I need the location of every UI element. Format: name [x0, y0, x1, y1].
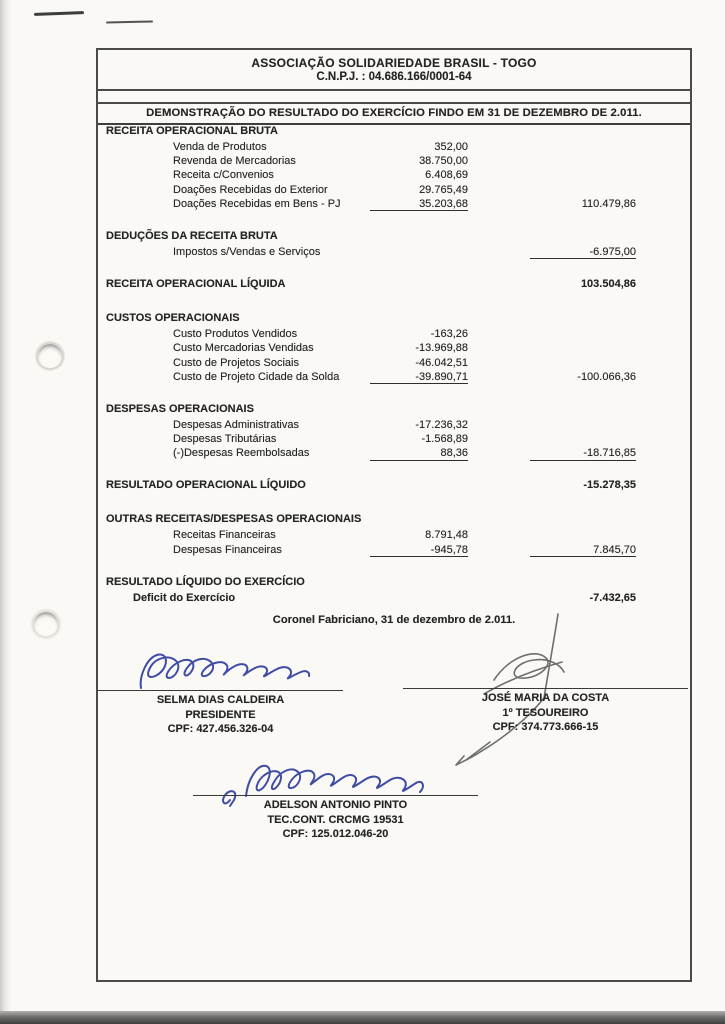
row-label: Venda de Produtos	[173, 141, 267, 153]
signature-presidente-ink	[133, 646, 318, 694]
signature-block-tesoureiro	[403, 688, 688, 735]
scan-left-edge-shadow	[0, 0, 12, 1024]
signer-name: JOSÉ MARIA DA COSTA	[481, 692, 610, 704]
signer-name: SELMA DIAS CALDEIRA	[156, 694, 285, 706]
row-label: RECEITA OPERACIONAL BRUTA	[106, 125, 278, 137]
statement-row-gap	[98, 211, 690, 227]
row-label: Custo de Projeto Cidade da Solda	[173, 370, 340, 383]
amount-value: -163,26	[430, 328, 468, 341]
signer-name: ADELSON ANTONIO PINTO	[263, 799, 408, 811]
amount-value: -13.969,88	[415, 342, 468, 355]
row-label: Custo de Projetos Sociais	[173, 356, 299, 369]
row-label: Receitas Financeiras	[173, 529, 276, 542]
statement-row-gap	[98, 557, 690, 573]
statement-row-item	[98, 168, 690, 182]
amount-value: -1.568,89	[421, 433, 468, 446]
amount-value: 88,36	[370, 447, 468, 461]
statement-row-gap	[98, 494, 690, 510]
statement-row-item	[98, 418, 690, 432]
signature-block-presidente	[98, 690, 343, 737]
pen-mark	[106, 21, 153, 24]
amount-total: -100.066,36	[577, 370, 636, 383]
row-label: OUTRAS RECEITAS/DESPESAS OPERACIONAIS	[106, 513, 362, 526]
statement-row-item	[98, 341, 690, 355]
pen-mark	[34, 11, 84, 16]
statement-row-item	[98, 446, 690, 460]
row-label: RECEITA OPERACIONAL LÍQUIDA	[106, 278, 286, 291]
statement-row-item	[98, 356, 690, 370]
amount-value: 35.203,68	[370, 198, 468, 212]
statement-row-gap	[98, 384, 690, 400]
row-label: (-)Despesas Reembolsadas	[173, 447, 310, 460]
statement-row-item	[98, 543, 690, 557]
hole-punch	[36, 342, 64, 370]
row-label: Despesas Tributárias	[173, 433, 277, 446]
row-label: RESULTADO OPERACIONAL LÍQUIDO	[106, 479, 306, 492]
row-label: Doações Recebidas em Bens - PJ	[173, 197, 341, 210]
statement-row-item	[98, 432, 690, 446]
statement-row-section	[98, 122, 690, 140]
statement-row-section	[98, 573, 690, 591]
amount-value: 352,00	[434, 141, 468, 153]
signer-cpf: CPF: 374.773.666-15	[492, 721, 599, 733]
row-label: Despesas Financeiras	[173, 543, 282, 556]
header-divider-strip	[98, 91, 690, 104]
statement-row-gap	[98, 293, 690, 309]
row-label: Doações Recebidas do Exterior	[173, 183, 328, 196]
statement-row-item_bold	[98, 591, 690, 606]
amount-value: 38.750,00	[419, 155, 468, 168]
statement-document-frame	[96, 48, 692, 982]
statement-row-total	[98, 476, 690, 494]
statement-row-gap	[98, 259, 690, 275]
signature-block-contador	[193, 795, 478, 842]
hole-punch	[32, 610, 60, 638]
statement-row-item	[98, 154, 690, 168]
amount-total: -18.716,85	[530, 447, 636, 461]
signer-role: PRESIDENTE	[185, 708, 256, 721]
org-cnpj: C.N.P.J. : 04.686.166/0001-64	[98, 70, 690, 91]
amount-value: -945,78	[370, 544, 468, 558]
amount-total: -7.432,65	[589, 591, 636, 604]
amount-value: -17.236,32	[415, 418, 468, 431]
row-label: DESPESAS OPERACIONAIS	[106, 402, 254, 415]
amount-total: 103.504,86	[580, 278, 636, 291]
amount-value: -46.042,51	[415, 356, 468, 369]
row-label: CUSTOS OPERACIONAIS	[106, 312, 240, 325]
row-label: DEDUÇÕES DA RECEITA BRUTA	[106, 229, 278, 242]
signer-role: TEC.CONT. CRCMG 19531	[267, 813, 404, 826]
statement-row-section	[98, 510, 690, 528]
row-label: Deficit do Exercício	[133, 591, 236, 604]
amount-total: 110.479,86	[581, 197, 636, 210]
amount-total: -6.975,00	[530, 246, 636, 260]
amount-value: 8.791,48	[425, 529, 468, 542]
statement-row-section	[98, 227, 690, 245]
amount-value: -39.890,71	[370, 371, 468, 385]
date-line: Coronel Fabriciano, 31 de dezembro de 2.011.	[272, 614, 516, 626]
amount-value: 6.408,69	[425, 169, 468, 182]
signer-role: 1º TESOUREIRO	[502, 706, 589, 719]
org-name: ASSOCIAÇÃO SOLIDARIEDADE BRASIL - TOGO	[251, 56, 537, 70]
amount-total: 7.845,70	[530, 544, 636, 558]
scan-bottom-edge	[0, 1011, 725, 1024]
statement-row-item	[98, 327, 690, 341]
signer-cpf: CPF: 125.012.046-20	[282, 828, 389, 840]
statement-row-gap	[98, 460, 690, 476]
statement-row-section	[98, 400, 690, 418]
amount-value: 29.765,49	[419, 183, 468, 196]
row-label: Custo Produtos Vendidos	[173, 328, 298, 341]
statement-row-item	[98, 197, 690, 211]
statement-row-section	[98, 309, 690, 327]
statement-row-total	[98, 275, 690, 293]
statement-row-item	[98, 528, 690, 542]
amount-total: -15.278,35	[583, 479, 636, 492]
row-label: RESULTADO LÍQUIDO DO EXERCÍCIO	[106, 575, 305, 588]
statement-row-item	[98, 140, 690, 154]
row-label: Impostos s/Vendas e Serviços	[173, 245, 321, 258]
row-label: Custo Mercadorias Vendidas	[173, 342, 314, 355]
row-label: Receita c/Convenios	[173, 169, 274, 182]
statement-title: DEMONSTRAÇÃO DO RESULTADO DO EXERCÍCIO FINDO EM 31 DE DEZEMBRO DE 2.011.	[98, 104, 690, 125]
statement-row-item	[98, 245, 690, 259]
row-label: Despesas Administrativas	[173, 418, 299, 431]
signer-cpf: CPF: 427.456.326-04	[167, 723, 274, 735]
statement-row-item	[98, 370, 690, 384]
statement-row-item	[98, 183, 690, 197]
row-label: Revenda de Mercadorias	[173, 155, 296, 168]
statement-body	[98, 122, 690, 606]
